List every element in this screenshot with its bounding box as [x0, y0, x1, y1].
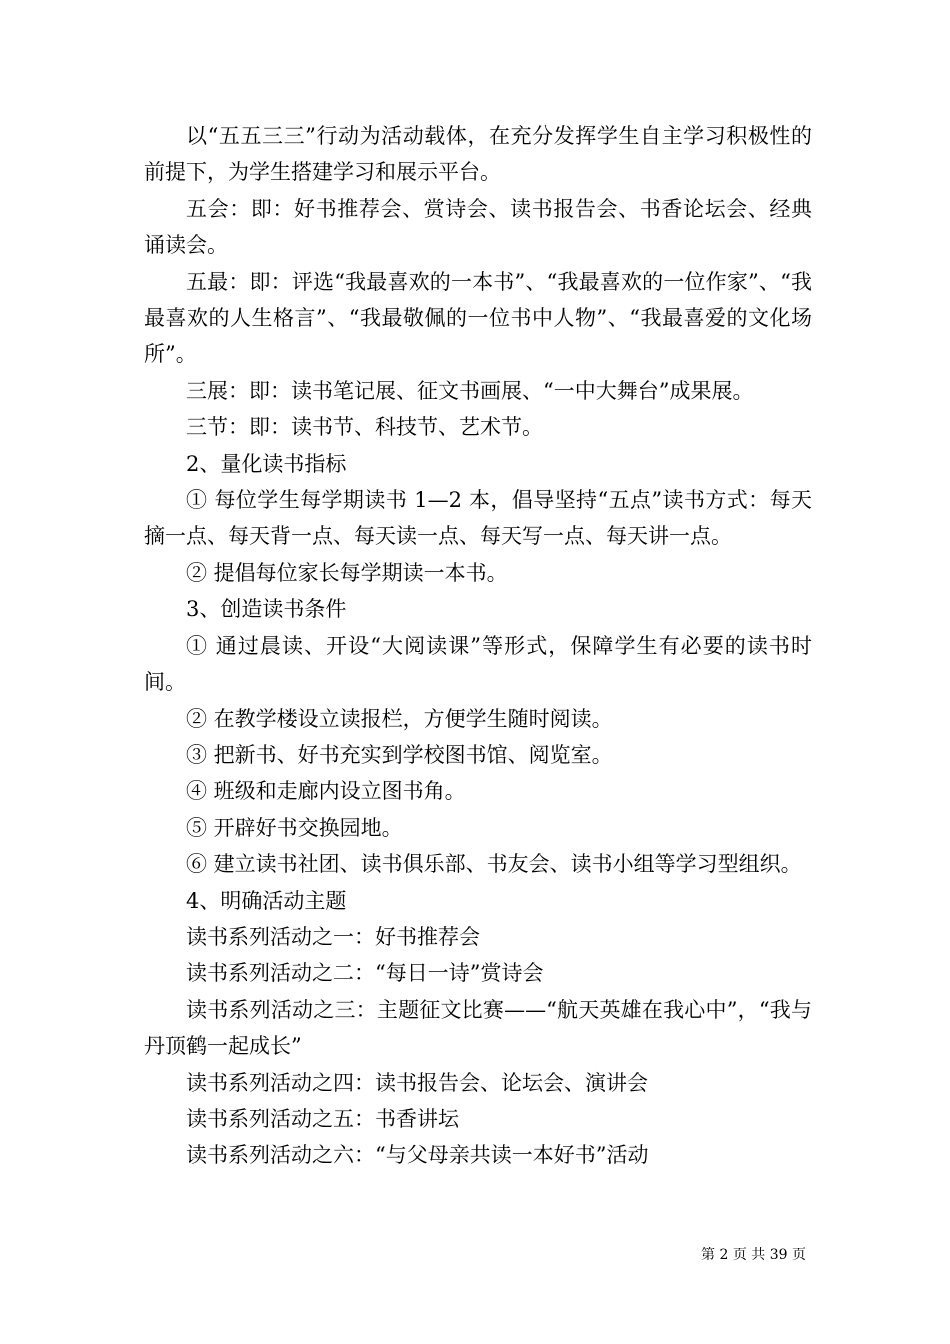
- activity-item: 读书系列活动之二：“每日一诗”赏诗会: [186, 961, 544, 986]
- activity-item: 读书系列活动之六：“与父母亲共读一本好书”活动: [186, 1143, 649, 1168]
- section-heading: 4、明确活动主题: [186, 888, 347, 913]
- list-item: ② 在教学楼设立读报栏，方便学生随时阅读。: [186, 706, 613, 731]
- page-number-footer: 第 2 页 共 39 页: [701, 1247, 806, 1263]
- list-item: ① 每位学生每学期读书 1—2 本，倡导坚持“五点”读书方式：每天摘一点、每天背一点、每天读一点、每天写一点、每天讲一点。: [144, 488, 812, 549]
- paragraph: 三展：即：读书笔记展、征文书画展、“一中大舞台”成果展。: [186, 378, 754, 403]
- activity-item: 读书系列活动之五：书香讲坛: [186, 1106, 459, 1131]
- paragraph: 五最：即：评选“我最喜欢的一本书”、“我最喜欢的一位作家”、“我最喜欢的人生格言”、“我最敬佩的一位书中人物”、“我最喜爱的文化场所”。: [144, 269, 812, 367]
- list-item: ② 提倡每位家长每学期读一本书。: [186, 560, 508, 585]
- section-heading: 3、创造读书条件: [186, 597, 347, 622]
- document-body: [144, 118, 812, 1174]
- activity-item: 读书系列活动之四：读书报告会、论坛会、演讲会: [186, 1070, 648, 1095]
- paragraph: 三节：即：读书节、科技节、艺术节。: [186, 415, 543, 440]
- list-item: ① 通过晨读、开设“大阅读课”等形式，保障学生有必要的读书时间。: [144, 633, 812, 695]
- paragraph: 五会：即：好书推荐会、赏诗会、读书报告会、书香论坛会、经典诵读会。: [144, 196, 812, 258]
- list-item: ③ 把新书、好书充实到学校图书馆、阅览室。: [186, 742, 613, 767]
- list-item: ⑤ 开辟好书交换园地。: [186, 815, 403, 840]
- activity-item: 读书系列活动之三：主题征文比赛——“航天英雄在我心中”，“我与丹顶鹤一起成长”: [144, 997, 812, 1059]
- activity-item: 读书系列活动之一：好书推荐会: [186, 924, 480, 949]
- paragraph: 以“五五三三”行动为活动载体，在充分发挥学生自主学习积极性的前提下，为学生搭建学习和展示平台。: [144, 124, 812, 185]
- list-item: ⑥ 建立读书社团、读书俱乐部、书友会、读书小组等学习型组织。: [186, 852, 802, 877]
- list-item: ④ 班级和走廊内设立图书角。: [186, 779, 466, 804]
- section-heading: 2、量化读书指标: [186, 451, 347, 476]
